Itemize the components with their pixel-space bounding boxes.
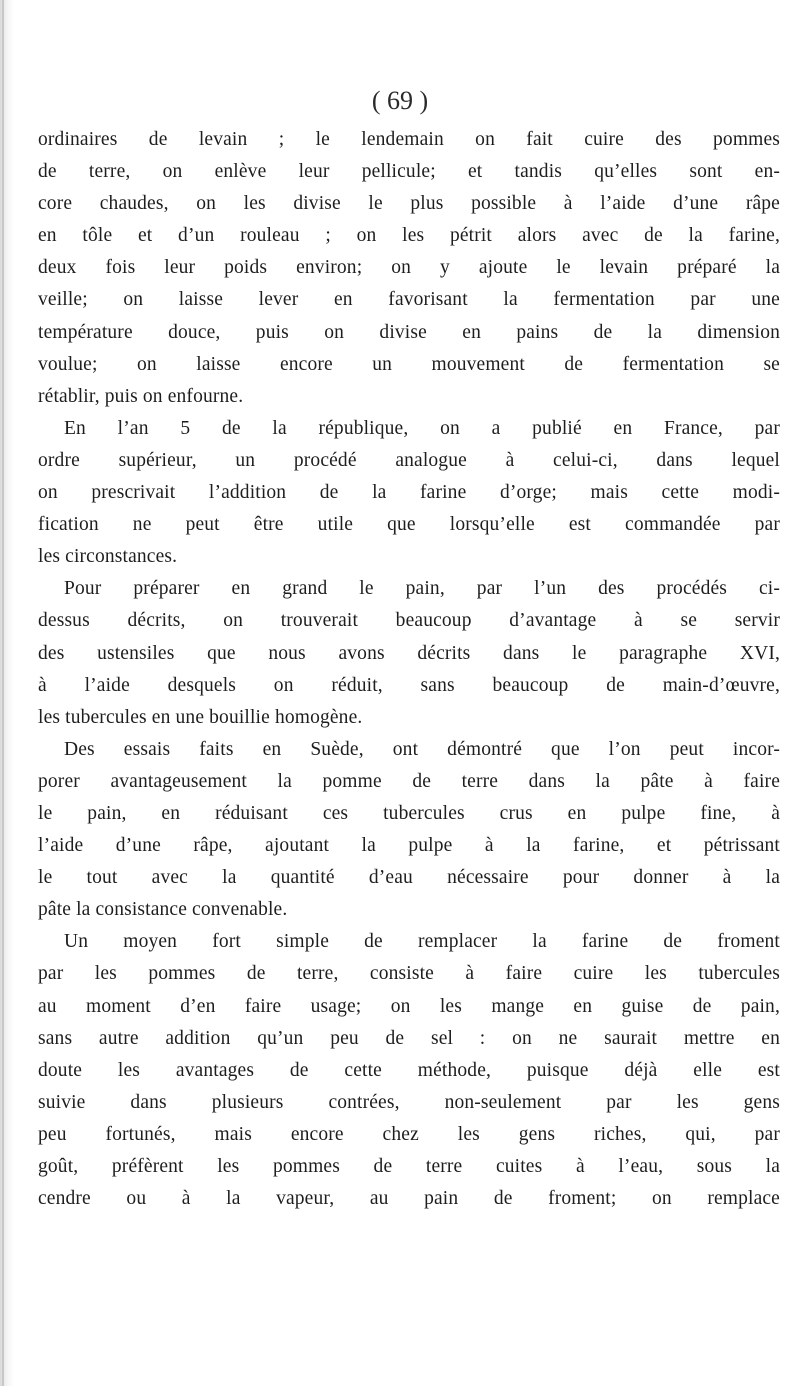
text-line: rétablir, puis on enfourne.	[38, 385, 244, 407]
text-line: pâte la consistance convenable.	[38, 899, 288, 921]
text-line: les tubercules en une bouillie homogène.	[38, 706, 363, 728]
text-line: on prescrivait l’addition de la farine d’orge; mais cette modi-	[38, 482, 780, 504]
text-line: porer avantageusement la pomme de terre dans la pâte à faire	[38, 770, 780, 792]
text-line: veille; on laisse lever en favorisant la fermentation par une	[38, 289, 780, 311]
text-line: en tôle et d’un rouleau ; on les pétrit alors avec de la farine,	[38, 225, 780, 247]
text-line: ordinaires de levain ; le lendemain on fait cuire des pommes	[38, 129, 780, 150]
text-line: température douce, puis on divise en pains de la dimension	[38, 321, 780, 343]
text-line: goût, préfèrent les pommes de terre cuites à l’eau, sous la	[38, 1156, 780, 1177]
text-line: voulue; on laisse encore un mouvement de fermentation se	[38, 353, 780, 375]
text-line: le pain, en réduisant ces tubercules crus en pulpe fine, à	[38, 802, 780, 824]
text-line: core chaudes, on les divise le plus possible à l’aide d’une râpe	[38, 193, 780, 215]
text-line: par les pommes de terre, consiste à faire cuire les tubercules	[38, 963, 780, 985]
binding-shadow-line	[2, 0, 4, 1386]
text-line: les circonstances.	[38, 546, 178, 568]
text-line: deux fois leur poids environ; on y ajoute le levain préparé la	[38, 257, 780, 279]
text-line: le tout avec la quantité d’eau nécessaire pour donner à la	[38, 867, 780, 889]
text-line: doute les avantages de cette méthode, puisque déjà elle est	[38, 1059, 780, 1081]
text-line: Pour préparer en grand le pain, par l’un des procédés ci-	[64, 578, 780, 600]
text-line: au moment d’en faire usage; on les mange en guise de pain,	[38, 995, 780, 1017]
text-line: Un moyen fort simple de remplacer la farine de froment	[64, 931, 780, 953]
body-text	[38, 124, 780, 1215]
text-line: sans autre addition qu’un peu de sel : on ne saurait mettre en	[38, 1027, 780, 1049]
text-line: l’aide d’une râpe, ajoutant la pulpe à la farine, et pétrissant	[38, 835, 780, 857]
text-line: de terre, on enlève leur pellicule; et tandis qu’elles sont en-	[38, 161, 780, 183]
text-line: En l’an 5 de la république, on a publié en France, par	[64, 417, 780, 439]
text-line: à l’aide desquels on réduit, sans beaucoup de main-d’œuvre,	[38, 674, 780, 696]
text-line: des ustensiles que nous avons décrits dans le paragraphe XVI,	[38, 642, 780, 664]
page-number: ( 69 )	[371, 86, 429, 115]
text-line: peu fortunés, mais encore chez les gens riches, qui, par	[38, 1123, 780, 1145]
text-line: ordre supérieur, un procédé analogue à celui-ci, dans lequel	[38, 449, 780, 471]
text-line: suivie dans plusieurs contrées, non-seulement par les gens	[38, 1091, 780, 1113]
text-line: fication ne peut être utile que lorsqu’elle est commandée par	[38, 514, 780, 536]
text-line: Des essais faits en Suède, ont démontré que l’on peut incor-	[64, 738, 780, 760]
text-line: cendre ou à la vapeur, au pain de froment; on remplace	[38, 1188, 780, 1210]
text-line: dessus décrits, on trouverait beaucoup d’avantage à se servir	[38, 610, 780, 632]
